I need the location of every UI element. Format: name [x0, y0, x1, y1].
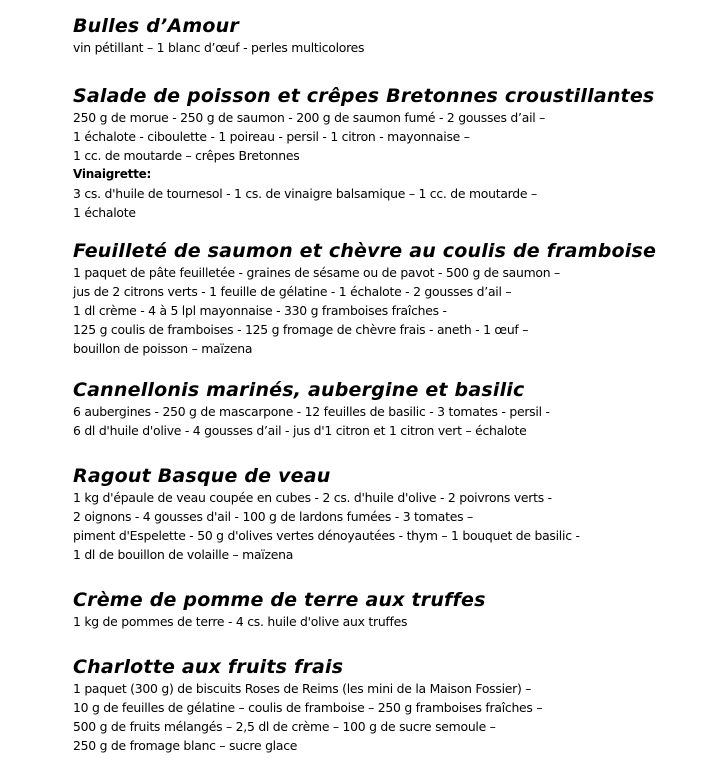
ingredient-line: 1 cc. de moutarde – crêpes Bretonnes: [73, 148, 300, 163]
ingredient-line: 10 g de feuilles de gélatine – coulis de framboise – 250 g framboises fraîches –: [73, 700, 543, 715]
ingredient-line: 125 g coulis de framboises - 125 g fromage de chèvre frais - aneth - 1 œuf –: [73, 322, 529, 337]
recipe-title: Bulles d’Amour: [73, 15, 239, 37]
recipe-salade-de-poisson: [73, 84, 713, 222]
ingredient-line: 250 g de morue - 250 g de saumon - 200 g de saumon fumé - 2 gousses d’ail –: [73, 110, 546, 125]
ingredient-line: bouillon de poisson – maïzena: [73, 341, 253, 356]
ingredient-line: 500 g de fruits mélangés – 2,5 dl de crème – 100 g de sucre semoule –: [73, 719, 496, 734]
ingredient-line: 1 paquet de pâte feuilletée - graines de sésame ou de pavot - 500 g de saumon –: [73, 265, 561, 280]
recipe-feuillete-de-saumon: [73, 239, 713, 358]
recipe-title: Ragout Basque de veau: [73, 465, 331, 487]
recipe-charlotte-aux-fruits: [73, 655, 713, 755]
recipe-title: Charlotte aux fruits frais: [73, 656, 344, 678]
vinaigrette-subheading: Vinaigrette:: [73, 167, 151, 181]
ingredient-line: 1 dl crème - 4 à 5 lpl mayonnaise - 330 g framboises fraîches -: [73, 303, 447, 318]
recipe-bulles-damour: [73, 14, 713, 57]
ingredient-line: 6 aubergines - 250 g de mascarpone - 12 feuilles de basilic - 3 tomates - persil -: [73, 404, 550, 419]
ingredient-line: piment d'Espelette - 50 g d'olives vertes dénoyautées - thym – 1 bouquet de basilic -: [73, 528, 580, 543]
ingredient-line: 1 échalote: [73, 205, 136, 220]
recipe-title: Crème de pomme de terre aux truffes: [73, 589, 486, 611]
ingredient-line: 2 oignons - 4 gousses d'ail - 100 g de lardons fumées - 3 tomates –: [73, 509, 473, 524]
ingredient-line: 6 dl d'huile d'olive - 4 gousses d’ail - jus d'1 citron et 1 citron vert – échalote: [73, 423, 527, 438]
ingredient-line: 3 cs. d'huile de tournesol - 1 cs. de vinaigre balsamique – 1 cc. de moutarde –: [73, 186, 537, 201]
recipe-ragout-basque: [73, 464, 713, 564]
recipe-creme-de-pomme-de-terre: [73, 588, 713, 631]
recipe-cannellonis-marines: [73, 378, 713, 440]
ingredient-line: 1 kg de pommes de terre - 4 cs. huile d'olive aux truffes: [73, 614, 408, 629]
ingredient-line: 1 kg d'épaule de veau coupée en cubes - 2 cs. d'huile d'olive - 2 poivrons verts -: [73, 490, 552, 505]
recipe-title: Salade de poisson et crêpes Bretonnes croustillantes: [73, 85, 655, 107]
ingredient-line: 1 paquet (300 g) de biscuits Roses de Reims (les mini de la Maison Fossier) –: [73, 681, 532, 696]
ingredient-line: jus de 2 citrons verts - 1 feuille de gélatine - 1 échalote - 2 gousses d’ail –: [73, 284, 512, 299]
recipe-title: Cannellonis marinés, aubergine et basilic: [73, 379, 525, 401]
ingredient-line: 1 échalote - ciboulette - 1 poireau - persil - 1 citron - mayonnaise –: [73, 129, 470, 144]
ingredient-line: vin pétillant – 1 blanc d’œuf - perles multicolores: [73, 40, 365, 55]
ingredient-line: 1 dl de bouillon de volaille – maïzena: [73, 547, 294, 562]
recipe-title: Feuilleté de saumon et chèvre au coulis de framboise: [73, 240, 657, 262]
ingredient-line: 250 g de fromage blanc – sucre glace: [73, 738, 298, 753]
